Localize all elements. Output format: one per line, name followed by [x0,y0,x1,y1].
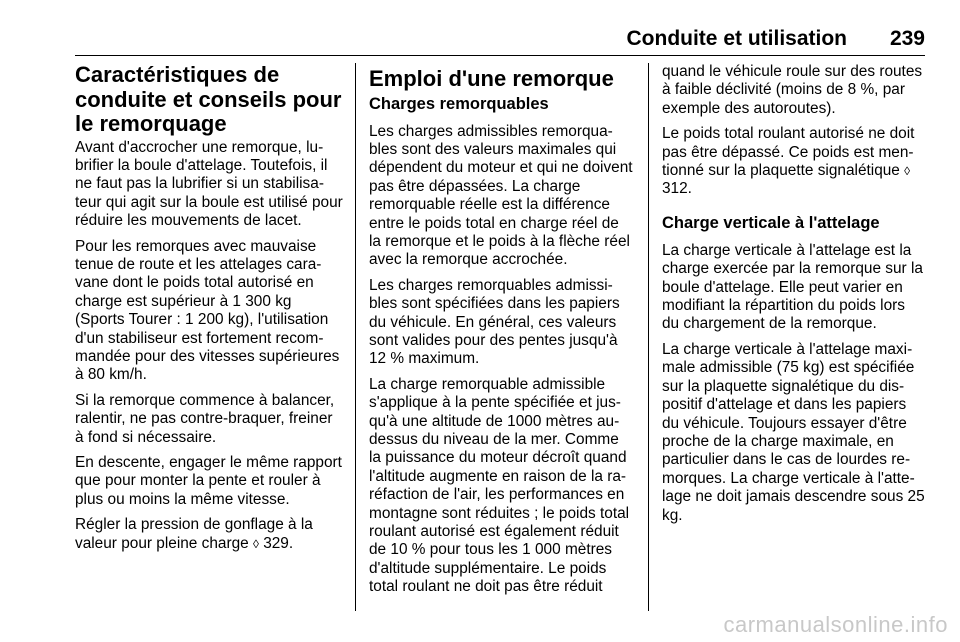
paragraph: Si la remorque commence à balancer, ralentir, ne pas contre-braquer, freiner à fond si nécessaire. [75,391,335,446]
paragraph-tyre-pressure [75,516,345,553]
page-reference-arrow-icon: ◊ [252,536,259,551]
page-header [75,26,925,52]
paragraph: Les charges remorquables admissibles sont spécifiées dans les papiers du véhicule. En général, ces valeurs sont valides pour des pentes jusqu'à 12 % maximum. [369,276,620,368]
paragraph: Les charges admissibles remorquables sont des valeurs maximales qui dépendent du moteur et qui ne doivent pas être dépassées. La charge remorquable réelle est la différence entre le poids total en charge réel de la remorque et le poids à la flèche réel avec la remorque accrochée. [369,122,633,269]
paragraph: La charge remorquable admissible s'applique à la pente spécifiée et jusqu'à une altitude de 1000 mètres au-dessus du niveau de la mer. Comme la puissance du moteur décroît quand l'altitude augmente en raison de la raréfaction de l'air, les performances en montagne sont réduites ; le poids total roulant autorisé est également réduit de 10 % pour tous les 1 000 mètres d'altitude supplémentaire. Le poids total roulant ne doit pas être réduit [369,375,630,596]
column-2 [369,63,633,604]
column-3 [662,63,926,532]
subheading-drawbar-load: Charge verticale à l'attelage [662,213,880,232]
chapter-title: Conduite et utilisation [626,27,847,50]
paragraph: La charge verticale à l'attelage est la charge exercée par la remorque sur la boule d'attelage. Elle peut varier en modifiant la répartition du poids lors du chargement de la remorque. [662,241,923,333]
column-divider-1 [355,63,356,611]
column-1 [75,63,345,560]
subheading-trailer-loads: Charges remorquables [369,94,549,113]
page-number: 239 [889,27,925,50]
paragraph: La charge verticale à l'attelage maximale admissible (75 kg) est spécifiée sur la plaquette signalétique du dispositif d'attelage et dans les papiers du véhicule. Toujours essayer d'être proche de la charge maximale, en particulier dans le cas de lourdes remorques. La charge verticale à l'attelage ne doit jamais descendre sous 25 kg. [662,340,925,524]
section-heading-trailer-use: Emploi d'une remorque [369,66,614,91]
page-reference-arrow-icon: ◊ [904,164,911,179]
paragraph-text: Le poids total roulant autorisé ne doit pas être dépassé. Ce poids est mentionné sur la plaquette signalétique [662,125,915,180]
paragraph-continued: quand le véhicule roule sur des routes à faible déclivité (moins de 8 %, par exemple des autoroutes). [662,63,923,117]
paragraph: Pour les remorques avec mauvaise tenue de route et les attelages caravane dont le poids total autorisé en charge est supérieur à 1 300 kg (Sports Tourer : 1 200 kg), l'utilisation d'un stabiliseur est fortement recommandée pour des vitesses supérieures à 80 km/h. [75,237,340,384]
paragraph: En descente, engager le même rapport que pour monter la pente et rouler à plus ou moins la même vitesse. [75,454,342,508]
header-divider [75,55,925,56]
column-divider-2 [648,63,649,611]
page-reference[interactable]: 329. [263,534,294,552]
paragraph: Avant d'accrocher une remorque, lubrifier la boule d'attelage. Toutefois, il ne faut pas la lubrifier si un stabilisateur qui agit sur la boule est utilisé pour réduire les mouvements de lacet. [75,138,343,230]
paragraph-gross-weight [662,125,926,199]
paragraph-text: Régler la pression de gonflage à la valeur pour pleine charge [75,516,313,552]
page-reference[interactable]: 312. [662,180,692,198]
watermark: carmanualsonline.info [723,612,948,637]
section-heading-towing-tips: Caractéristiques de conduite et conseils pour le remorquage [75,62,342,136]
